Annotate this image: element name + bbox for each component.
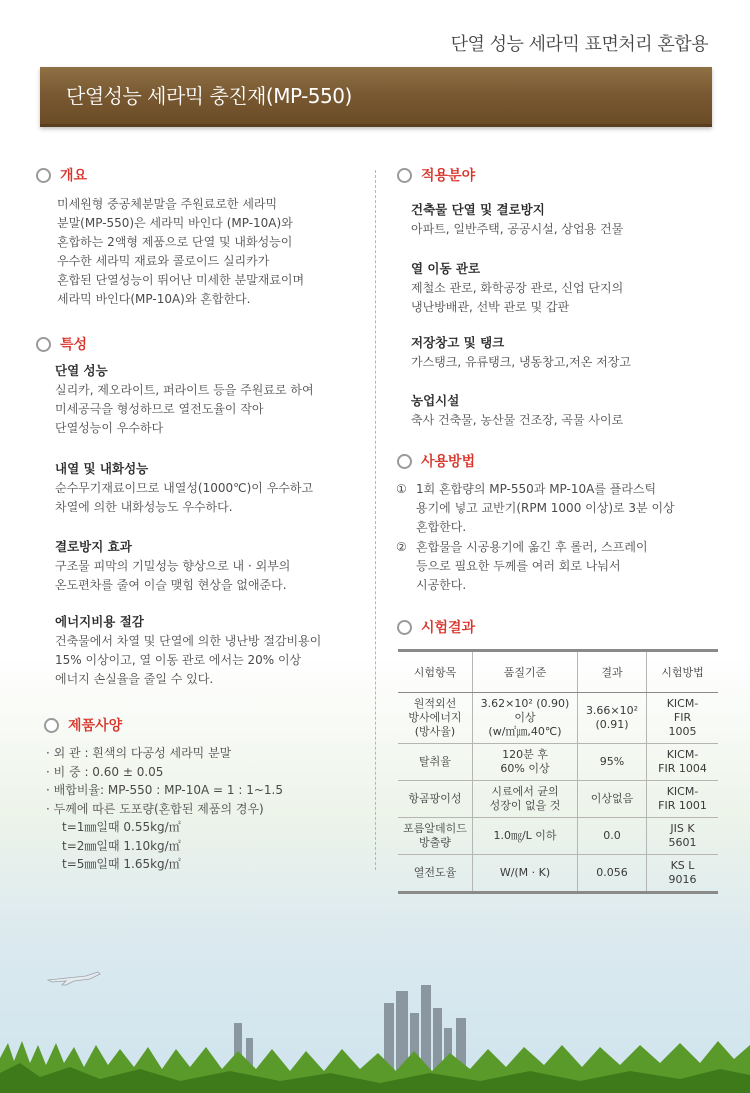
overview-text [57,195,304,309]
text-line: 용기에 넣고 교반기(RPM 1000 이상)로 3분 이상 [416,501,675,515]
usage-step-1 [396,480,675,537]
section-title: 사용방법 [421,454,476,470]
cell-line: 포름알데히드 [403,822,467,835]
feature-heat-resistance [55,459,313,517]
table-cell [578,855,647,893]
text-line: 세라믹 바인다(MP-10A)와 혼합한다. [57,292,251,306]
table-cell [647,818,719,855]
cell-line: 성장이 없을 것 [489,799,561,812]
cell-line: 1005 [668,725,697,738]
cell-line: FIR 1004 [658,762,707,775]
table-cell [473,855,578,893]
cell-line: 시료에서 균의 [491,785,559,798]
spec-sub-line: t=1㎜일때 0.55kg/㎡ [62,820,181,834]
table-cell [473,693,578,744]
applications-heading [397,165,475,185]
cell-line: 방사에너지 [408,711,462,724]
title-banner [40,67,712,127]
cell-line: 9016 [668,873,697,886]
cell-line: KICM- [666,785,699,798]
application-heading: 저장창고 및 탱크 [411,335,505,350]
text-line: 15% 이상이고, 열 이동 관로 에서는 20% 이상 [55,653,302,667]
feature-energy [55,612,321,689]
bullet-circle-icon [36,337,51,352]
table-cell [398,781,473,818]
table-row [398,744,718,781]
cell-line: 이상없음 [590,792,634,805]
table-cell [473,818,578,855]
cell-line: 1.0㎎/L 이하 [493,829,557,842]
bullet-circle-icon [397,620,412,635]
cell-line: 열전도율 [413,866,457,879]
table-row [398,781,718,818]
cell-line: 이상 [514,711,536,724]
spec-line: · 비 중 : 0.60 ± 0.05 [46,764,164,779]
feature-condensation [55,537,290,595]
cell-line: FIR [673,711,692,724]
application-pipeline [411,259,623,317]
text-line: 온도편차를 줄여 이슬 맺힘 현상을 없애준다. [55,578,287,592]
text-line: 축사 건축물, 농산물 건조장, 곡물 사이로 [411,413,624,427]
spec-line: · 배합비율: MP-550 : MP-10A = 1 : 1~1.5 [46,783,283,797]
table-cell [647,781,719,818]
bullet-circle-icon [397,168,412,183]
text-line: 아파트, 일반주택, 공공시설, 상업용 건물 [411,222,624,236]
cell-line: 3.66×10² [585,704,639,717]
text-line: 미세공극을 형성하므로 열전도율이 작아 [55,402,264,416]
features-heading [36,334,87,354]
text-line: 냉난방배관, 선박 관로 및 갑판 [411,300,570,314]
step-number: ① [396,482,407,496]
cell-line: 3.62×10² (0.90) [480,697,570,710]
text-line: 단열성능이 우수하다 [55,421,164,435]
spec-line: · 두께에 따른 도포량(혼합된 제품의 경우) [46,801,264,816]
table-cell [647,855,719,893]
text-line: 제철소 관로, 화학공장 관로, 신업 단지의 [411,281,624,295]
table-cell [398,744,473,781]
bullet-circle-icon [44,718,59,733]
table-cell [398,693,473,744]
cell-line: KS L [670,859,695,872]
table-cell [578,781,647,818]
spec-sub-line: t=2㎜일때 1.10kg/㎡ [62,838,181,853]
cell-line: JIS K [670,822,695,835]
feature-heading: 단열 성능 [55,363,108,378]
table-row [398,693,718,744]
section-title: 적용분야 [421,168,476,184]
cell-line: 60% 이상 [500,762,550,775]
cell-line: 항곰팡이성 [408,792,462,805]
text-line: 혼합하는 2액형 제품으로 단열 및 내화성능이 [57,235,293,249]
column-divider [375,170,376,870]
scenery-illustration [0,983,750,1093]
cell-line: 0.0 [603,829,621,842]
cell-line: 120분 후 [502,748,548,761]
section-title: 개요 [60,168,88,184]
application-storage [411,333,631,372]
cell-line: (방사율) [414,725,456,738]
table-header-row [398,651,718,693]
cell-line: FIR 1001 [658,799,707,812]
table-row [398,818,718,855]
table-cell [578,818,647,855]
results-heading [397,617,475,637]
cell-line: W/(M · K) [499,866,551,879]
application-agriculture [411,391,623,430]
text-line: 분말(MP-550)은 세라믹 바인다 (MP-10A)와 [57,216,293,230]
table-cell [473,781,578,818]
table-cell [398,855,473,893]
section-title: 시험결과 [421,620,476,636]
header-subtitle: 단열 성능 세라믹 표면처리 혼합용 [450,34,708,55]
cell-line: KICM- [666,697,699,710]
cell-line: (0.91) [595,718,629,731]
feature-heading: 에너지비용 절감 [55,614,144,629]
airplane-icon [46,966,102,986]
text-line: 가스탱크, 유류탱크, 냉동창고,저온 저장고 [411,355,631,369]
text-line: 건축물에서 차열 및 단열에 의한 냉난방 절감비용이 [55,634,322,648]
text-line: 구조물 피막의 기밀성능 향상으로 내 · 외부의 [55,559,291,573]
table-cell [398,818,473,855]
text-line: 순수무기재료이므로 내열성(1000℃)이 우수하고 [55,481,314,495]
column-header: 결과 [578,651,647,693]
table-cell [647,693,719,744]
cell-line: 원적외선 [413,697,457,710]
text-line: 실리카, 제오라이트, 퍼라이트 등을 주원료로 하여 [55,383,314,397]
column-header: 시험항목 [398,651,473,693]
application-heading: 열 이동 관로 [411,261,481,276]
bullet-circle-icon [36,168,51,183]
table-cell [473,744,578,781]
text-line: 혼합된 단열성능이 뛰어난 미세한 분말재료이며 [57,273,305,287]
cell-line: 95% [599,755,625,768]
cell-line: (w/㎡㎛,40℃) [488,725,562,738]
text-line: 시공한다. [416,578,467,592]
spec-sub-line: t=5㎜일때 1.65kg/㎡ [62,857,181,871]
application-heading: 건축물 단열 및 결로방지 [411,202,545,217]
cell-line: 5601 [668,836,697,849]
table-cell [647,744,719,781]
specs-heading [44,715,122,735]
cell-line: 탈취율 [419,755,451,768]
section-title: 제품사양 [68,718,123,734]
table-cell [578,693,647,744]
table-row [398,855,718,893]
text-line: 등으로 필요한 두께를 여러 회로 나눠서 [416,559,621,573]
text-line: 혼합한다. [416,520,467,534]
feature-insulation [55,361,314,438]
application-heading: 농업시설 [411,393,460,408]
text-line: 우수한 세라믹 재료와 콜로이드 실리카가 [57,254,270,268]
overview-heading [36,165,87,185]
product-title: 단열성능 세라믹 충진재(MP-550) [66,84,352,108]
text-line: 1회 혼합량의 MP-550과 MP-10A를 플라스틱 [416,482,657,496]
results-table [398,649,718,894]
application-building [411,200,623,239]
spec-line: · 외 관 : 흰색의 다공성 세라믹 분말 [46,746,232,760]
usage-heading [397,451,475,471]
cell-line: 방출량 [419,836,451,849]
text-line: 차열에 의한 내화성능도 우수하다. [55,500,233,514]
column-header: 시험방법 [647,651,719,693]
section-title: 특성 [60,337,88,353]
table-cell [578,744,647,781]
text-line: 에너지 손실율을 줄일 수 있다. [55,672,214,686]
text-line: 미세원형 중공체분말을 주원료로한 세라믹 [57,197,278,211]
cell-line: KICM- [666,748,699,761]
usage-step-2 [396,538,648,595]
text-line: 혼합물을 시공용기에 옮긴 후 롤러, 스프레이 [416,540,648,554]
specs-list [46,744,283,874]
feature-heading: 내열 및 내화성능 [55,461,149,476]
step-number: ② [396,540,407,554]
column-header: 품질기준 [473,651,578,693]
feature-heading: 결로방지 효과 [55,539,132,554]
cell-line: 0.056 [596,866,628,879]
bullet-circle-icon [397,454,412,469]
